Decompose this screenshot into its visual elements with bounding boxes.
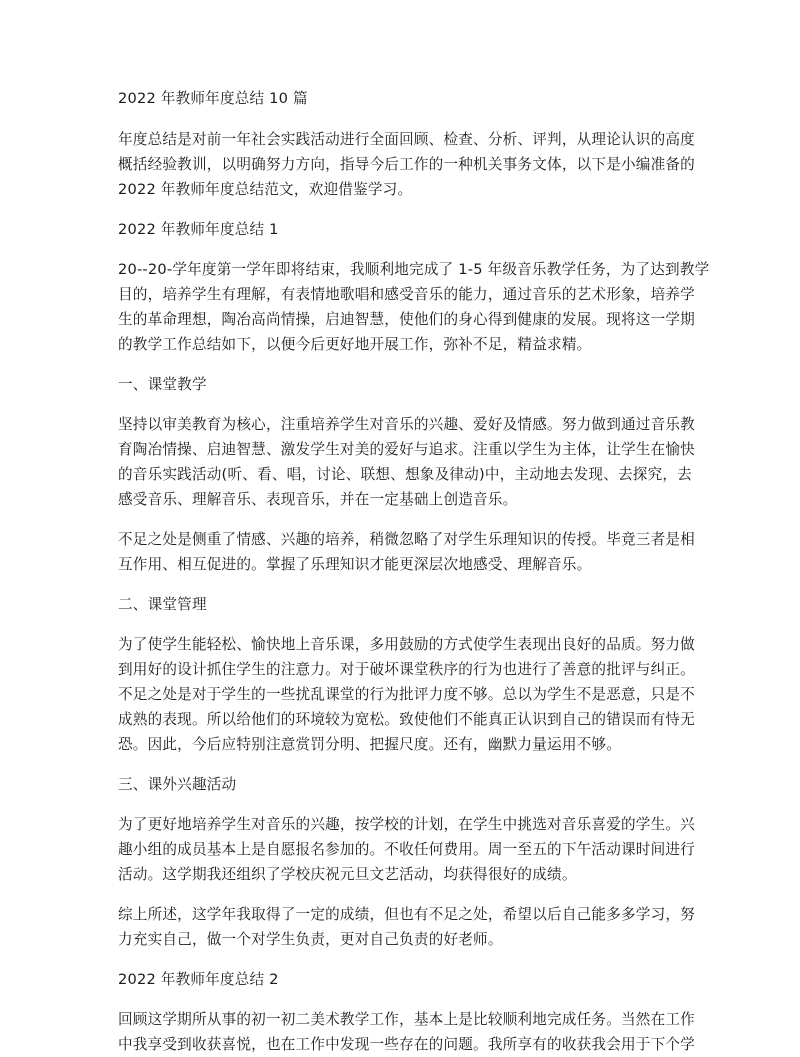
paragraph-line: 活动。这学期我还组织了学校庆祝元旦文艺活动，均获得很好的成绩。 (118, 866, 577, 883)
document-body (118, 86, 710, 1057)
heading-extracurricular-activities (118, 772, 688, 797)
intro-paragraph (118, 127, 695, 202)
paragraph-line: 到用好的设计抓住学生的注意力。对于破坏课堂秩序的行为也进行了善意的批评与纠正。 (118, 661, 695, 678)
paragraph-line: 为了使学生能轻松、愉快地上音乐课，多用鼓励的方式使学生表现出良好的品质。努力做 (118, 636, 695, 653)
summary-paragraph (118, 902, 695, 952)
paragraph-line: 互作用、相互促进的。掌握了乐理知识才能更深层次地感受、理解音乐。 (118, 556, 592, 573)
paragraph-line: 中我享受到收获喜悦，也在工作中发现一些存在的问题。我所享有的收获我会用于下个学 (118, 1036, 695, 1053)
heading-classroom-teaching (118, 372, 688, 397)
document-title-text: 2022 年教师年度总结 10 篇 (118, 90, 308, 107)
paragraph-line: 感受音乐、理解音乐、表现音乐，并在一定基础上创造音乐。 (118, 491, 518, 508)
paragraph-line: 年度总结是对前一年社会实践活动进行全面回顾、检查、分析、评判，从理论认识的高度 (118, 131, 695, 148)
paragraph-line: 2022 年教师年度总结范文，欢迎借鉴学习。 (118, 181, 413, 198)
paragraph-line: 坚持以审美教育为核心，注重培养学生对音乐的兴趣、爱好及情感。努力做到通过音乐教 (118, 416, 695, 433)
paragraph-line: 生的革命理想，陶冶高尚情操，启迪智慧，使他们的身心得到健康的发展。现将这一学期 (118, 311, 695, 328)
heading-classroom-management (118, 592, 688, 617)
teaching-shortcomings-paragraph (118, 527, 695, 577)
paragraph-line: 成熟的表现。所以给他们的环境较为宽松。致使他们不能真正认识到自己的错误而有恃无 (118, 711, 695, 728)
document-title (118, 86, 688, 111)
paragraph-line: 的教学工作总结如下，以便今后更好地开展工作，弥补不足，精益求精。 (118, 336, 592, 353)
activity-paragraph (118, 812, 695, 887)
paragraph-line: 为了更好地培养学生对音乐的兴趣，按学校的计划，在学生中挑选对音乐喜爱的学生。兴 (118, 816, 695, 833)
paragraph-line: 回顾这学期所从事的初一初二美术教学工作，基本上是比较顺利地完成任务。当然在工作 (118, 1011, 695, 1028)
paragraph-line: 不足之处是对于学生的一些扰乱课堂的行为批评力度不够。总以为学生不是恶意，只是不 (118, 686, 695, 703)
section-1-paragraph (118, 257, 710, 357)
paragraph-line: 20--20-学年度第一学年即将结束，我顺利地完成了 1-5 年级音乐教学任务，为了达到教学 (118, 261, 710, 278)
section-2-title (118, 967, 688, 992)
paragraph-line: 趣小组的成员基本上是自愿报名参加的。不收任何费用。周一至五的下午活动课时间进行 (118, 841, 695, 858)
paragraph-line: 目的，培养学生有理解，有表情地歌唱和感受音乐的能力，通过音乐的艺术形象，培养学 (118, 286, 695, 303)
heading-text: 三、课外兴趣活动 (118, 776, 237, 793)
management-paragraph (118, 632, 695, 757)
section-1-title (118, 217, 688, 242)
section-2-paragraph (118, 1007, 695, 1057)
heading-text: 一、课堂教学 (118, 376, 207, 393)
section-title-text: 2022 年教师年度总结 1 (118, 221, 279, 238)
paragraph-line: 的音乐实践活动(听、看、唱，讨论、联想、想象及律动)中，主动地去发现、去探究，去 (118, 466, 692, 483)
section-title-text: 2022 年教师年度总结 2 (118, 971, 279, 988)
heading-text: 二、课堂管理 (118, 596, 207, 613)
teaching-paragraph (118, 412, 695, 512)
paragraph-line: 综上所述，这学年我取得了一定的成绩，但也有不足之处，希望以后自己能多多学习，努 (118, 906, 695, 923)
paragraph-line: 育陶冶情操、启迪智慧、激发学生对美的爱好与追求。注重以学生为主体，让学生在愉快 (118, 441, 695, 458)
paragraph-line: 概括经验教训，以明确努力方向，指导今后工作的一种机关事务文体，以下是小编准备的 (118, 156, 695, 173)
paragraph-line: 力充实自己，做一个对学生负责，更对自己负责的好老师。 (118, 931, 503, 948)
paragraph-line: 恐。因此，今后应特别注意赏罚分明、把握尺度。还有，幽默力量运用不够。 (118, 736, 621, 753)
paragraph-line: 不足之处是侧重了情感、兴趣的培养，稍微忽略了对学生乐理知识的传授。毕竟三者是相 (118, 531, 695, 548)
